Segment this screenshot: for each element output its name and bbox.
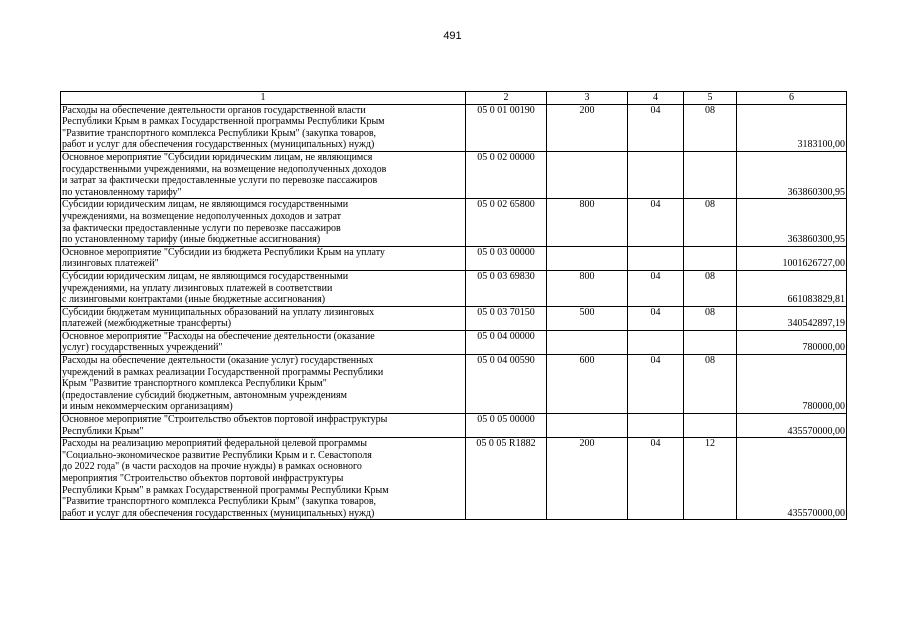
- table-row: [61, 199, 847, 246]
- row-description-text: Основное мероприятие "Расходы на обеспечение деятельности (оказание услуг) государственных учреждений": [62, 330, 375, 354]
- row-amount: 340542897,19: [737, 306, 847, 330]
- row-description-text: Расходы на обеспечение деятельности (оказание услуг) государственных учреждений в рамках реализации Государственной программы Республики Крым "Развитие транспортного комплекса Республики Крым" (предоставление субсидий бюджетным, автономным учреждениям и иным некоммерческим организациям): [62, 355, 384, 413]
- row-target-code: 05 0 03 00000: [466, 246, 547, 270]
- row-target-code: 05 0 02 00000: [466, 151, 547, 198]
- row-description: [61, 438, 466, 520]
- row-expense-type: [547, 330, 628, 354]
- row-amount: 363860300,95: [737, 151, 847, 198]
- row-description-text: Основное мероприятие "Строительство объектов портовой инфраструктуры Республики Крым": [62, 414, 388, 437]
- row-subsection: [684, 414, 737, 438]
- table-row: [61, 438, 847, 520]
- row-target-code: 05 0 03 69830: [466, 270, 547, 306]
- row-section: [628, 246, 684, 270]
- table-row: [61, 355, 847, 414]
- column-header-1: 1: [61, 92, 466, 105]
- row-section: 04: [628, 270, 684, 306]
- table-row: [61, 330, 847, 354]
- row-subsection: 12: [684, 438, 737, 520]
- row-expense-type: [547, 151, 628, 198]
- row-target-code: 05 0 04 00590: [466, 355, 547, 414]
- row-subsection: 08: [684, 199, 737, 246]
- row-subsection: 08: [684, 104, 737, 151]
- row-description: [61, 355, 466, 414]
- row-description-text: Субсидии юридическим лицам, не являющимся государственными учреждениями, на возмещение недополученных доходов и затрат за фактически предоставленные услуги по перевозке пассажиров по установленному тарифу (иные бюджетные ассигнования): [62, 199, 349, 246]
- row-subsection: [684, 246, 737, 270]
- row-expense-type: 600: [547, 355, 628, 414]
- row-subsection: 08: [684, 270, 737, 306]
- row-description: [61, 414, 466, 438]
- row-description: [61, 330, 466, 354]
- row-expense-type: [547, 414, 628, 438]
- row-description: [61, 104, 466, 151]
- column-header-3: 3: [547, 92, 628, 105]
- table-row: [61, 104, 847, 151]
- row-section: [628, 330, 684, 354]
- table-row: [61, 414, 847, 438]
- column-header-4: 4: [628, 92, 684, 105]
- row-subsection: 08: [684, 355, 737, 414]
- row-description-text: Субсидии бюджетам муниципальных образований на уплату лизинговых платежей (межбюджетные трансферты): [62, 306, 375, 330]
- table-row: [61, 306, 847, 330]
- row-expense-type: 800: [547, 270, 628, 306]
- row-amount: 780000,00: [737, 355, 847, 414]
- row-expense-type: 200: [547, 438, 628, 520]
- row-target-code: 05 0 03 70150: [466, 306, 547, 330]
- row-description-text: Основное мероприятие "Субсидии юридическим лицам, не являющимся государственными учреждениями, на возмещение недополученных доходов и затрат за фактически предоставленные услуги по перевозке пассажиров по установленному тарифу": [62, 151, 387, 198]
- row-amount: 661083829,81: [737, 270, 847, 306]
- row-amount: 1001626727,00: [737, 246, 847, 270]
- row-subsection: [684, 330, 737, 354]
- table-row: [61, 270, 847, 306]
- row-description-text: Расходы на реализацию мероприятий федеральной целевой программы "Социально-экономическое развитие Республики Крым и г. Севастополя до 2022 года" (в части расходов на прочие нужды) в рамках основного мероприятия "Строительство объектов портовой инфраструктуры Республики Крым" в рамках Государственной программы Республики Крым "Развитие транспортного комплекса Республики Крым" (закупка товаров, работ и услуг для обеспечения государственных (муниципальных) нужд): [62, 438, 389, 519]
- row-section: 04: [628, 199, 684, 246]
- page-number: 491: [443, 30, 462, 42]
- row-target-code: 05 0 02 65800: [466, 199, 547, 246]
- column-header-5: 5: [684, 92, 737, 105]
- row-description: [61, 306, 466, 330]
- table-row: [61, 151, 847, 198]
- row-target-code: 05 0 01 00190: [466, 104, 547, 151]
- row-description: [61, 246, 466, 270]
- row-section: 04: [628, 306, 684, 330]
- row-subsection: [684, 151, 737, 198]
- row-amount: 363860300,95: [737, 199, 847, 246]
- row-description: [61, 151, 466, 198]
- table-row: [61, 246, 847, 270]
- row-description-text: Субсидии юридическим лицам, не являющимся государственными учреждениями, на уплату лизинговых платежей в соответствии с лизинговыми контрактами (иные бюджетные ассигнования): [62, 270, 349, 306]
- row-description-text: Основное мероприятие "Субсидии из бюджета Республики Крым на уплату лизинговых платежей": [62, 246, 385, 270]
- row-section: 04: [628, 438, 684, 520]
- row-description: [61, 199, 466, 246]
- row-section: 04: [628, 104, 684, 151]
- row-target-code: 05 0 05 R1882: [466, 438, 547, 520]
- row-section: [628, 151, 684, 198]
- row-amount: 435570000,00: [737, 438, 847, 520]
- row-expense-type: 200: [547, 104, 628, 151]
- column-header-2: 2: [466, 92, 547, 105]
- row-target-code: 05 0 05 00000: [466, 414, 547, 438]
- row-section: [628, 414, 684, 438]
- row-target-code: 05 0 04 00000: [466, 330, 547, 354]
- row-subsection: 08: [684, 306, 737, 330]
- column-number-row: [61, 92, 847, 105]
- row-expense-type: 800: [547, 199, 628, 246]
- row-amount: 3183100,00: [737, 104, 847, 151]
- row-amount: 435570000,00: [737, 414, 847, 438]
- row-description-text: Расходы на обеспечение деятельности органов государственной власти Республики Крым в рамках Государственной программы Республики Крым "Развитие транспортного комплекса Республики Крым" (закупка товаров, работ и услуг для обеспечения государственных (муниципальных) нужд): [62, 104, 385, 151]
- row-expense-type: 500: [547, 306, 628, 330]
- row-amount: 780000,00: [737, 330, 847, 354]
- column-header-6: 6: [737, 92, 847, 105]
- row-expense-type: [547, 246, 628, 270]
- row-section: 04: [628, 355, 684, 414]
- budget-table: [60, 91, 847, 520]
- row-description: [61, 270, 466, 306]
